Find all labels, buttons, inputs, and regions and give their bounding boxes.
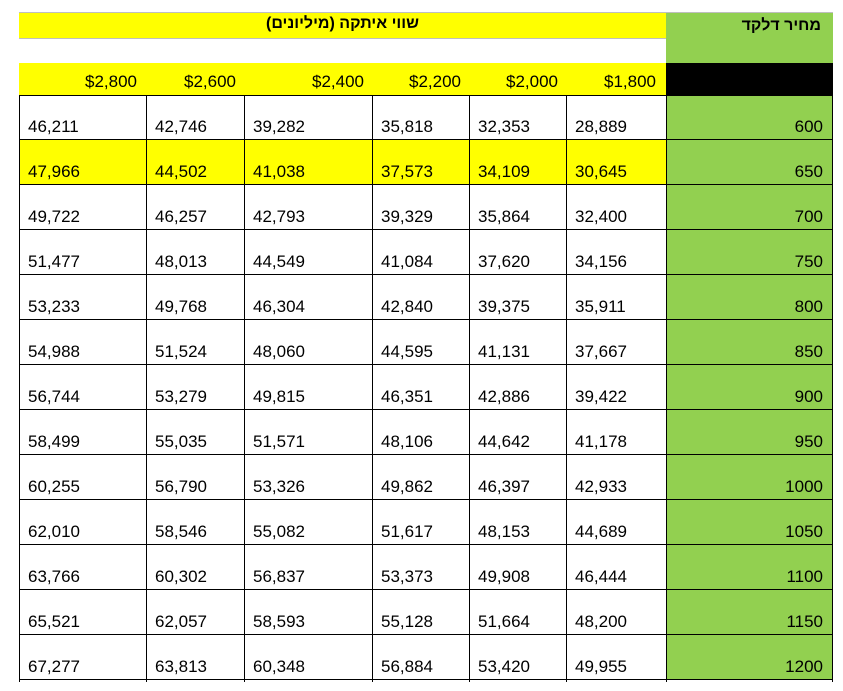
table-cell: 60,255 <box>28 477 80 496</box>
table-cell: 51,571 <box>253 432 305 451</box>
fuel-price-cell: 1050 <box>666 500 833 545</box>
table-cell: 39,422 <box>575 387 627 406</box>
table-cell: 54,988 <box>28 342 80 361</box>
table-cell: 51,524 <box>155 342 207 361</box>
table-cell: 48,200 <box>575 612 627 631</box>
column-header: $2,400 <box>312 72 364 91</box>
table-cell: 42,886 <box>478 387 530 406</box>
grid-line <box>469 95 470 682</box>
table-cell: 53,279 <box>155 387 207 406</box>
grid-line <box>19 139 833 140</box>
table-cell: 63,813 <box>155 657 207 676</box>
table-cell: 41,131 <box>478 342 530 361</box>
table-cell: 46,257 <box>155 207 207 226</box>
grid-line <box>19 38 666 39</box>
fuel-price-cell: 750 <box>666 230 833 275</box>
table-cell: 58,499 <box>28 432 80 451</box>
grid-line <box>832 95 833 682</box>
table-cell: 35,864 <box>478 207 530 226</box>
table-cell: 58,546 <box>155 522 207 541</box>
table-title: שווי איתקה (מיליונים) <box>19 12 666 38</box>
grid-line <box>19 274 833 275</box>
fuel-price-cell: 600 <box>666 95 833 140</box>
table-cell: 37,667 <box>575 342 627 361</box>
grid-line <box>666 95 667 682</box>
table-cell: 62,057 <box>155 612 207 631</box>
table-cell: 44,595 <box>381 342 433 361</box>
column-header: $2,600 <box>184 72 236 91</box>
table-cell: 62,010 <box>28 522 80 541</box>
table-cell: 44,502 <box>155 162 207 181</box>
table-cell: 39,282 <box>253 117 305 136</box>
grid-line <box>19 12 833 13</box>
table-cell: 49,862 <box>381 477 433 496</box>
table-cell: 49,768 <box>155 297 207 316</box>
fuel-price-label: מחיר דלקד <box>666 12 833 63</box>
table-cell: 53,420 <box>478 657 530 676</box>
grid-line <box>19 364 833 365</box>
grid-line <box>19 634 833 635</box>
grid-line <box>19 184 833 185</box>
column-header: $2,800 <box>85 72 137 91</box>
table-cell: 37,573 <box>381 162 433 181</box>
table-cell: 49,908 <box>478 567 530 586</box>
fuel-price-cell: 850 <box>666 320 833 365</box>
table-cell: 32,353 <box>478 117 530 136</box>
fuel-price-cell: 650 <box>666 140 833 185</box>
grid-line <box>19 229 833 230</box>
column-header: $2,000 <box>506 72 558 91</box>
table-cell: 37,620 <box>478 252 530 271</box>
table-cell: 42,746 <box>155 117 207 136</box>
table-cell: 44,642 <box>478 432 530 451</box>
table-cell: 48,013 <box>155 252 207 271</box>
table-cell: 32,400 <box>575 207 627 226</box>
table-cell: 46,211 <box>28 117 79 136</box>
grid-line <box>566 95 567 682</box>
table-cell: 39,329 <box>381 207 433 226</box>
table-cell: 51,617 <box>381 522 433 541</box>
table-cell: 39,375 <box>478 297 530 316</box>
table-cell: 42,840 <box>381 297 433 316</box>
table-cell: 46,304 <box>253 297 305 316</box>
table-cell: 56,744 <box>28 387 80 406</box>
table-cell: 55,128 <box>381 612 433 631</box>
table-cell: 63,766 <box>28 567 80 586</box>
table-cell: 41,178 <box>575 432 627 451</box>
table-cell: 49,955 <box>575 657 627 676</box>
table-cell: 47,966 <box>28 162 80 181</box>
table-cell: 53,233 <box>28 297 80 316</box>
table-cell: 34,109 <box>478 162 530 181</box>
table-cell: 60,302 <box>155 567 207 586</box>
table-cell: 44,549 <box>253 252 305 271</box>
grid-line <box>19 409 833 410</box>
table-cell: 53,373 <box>381 567 433 586</box>
grid-line <box>372 95 373 682</box>
table-cell: 65,521 <box>28 612 80 631</box>
table-cell: 35,911 <box>575 297 626 316</box>
table-cell: 46,397 <box>478 477 530 496</box>
column-header: $1,800 <box>604 72 656 91</box>
fuel-price-cell: 1000 <box>666 455 833 500</box>
table-cell: 51,664 <box>478 612 530 631</box>
grid-line <box>19 499 833 500</box>
grid-line <box>19 589 833 590</box>
header-corner <box>666 63 833 95</box>
grid-line <box>19 319 833 320</box>
table-cell: 48,153 <box>478 522 530 541</box>
table-cell: 48,060 <box>253 342 305 361</box>
highlighted-row-background <box>19 140 666 185</box>
fuel-price-cell: 800 <box>666 275 833 320</box>
table-cell: 34,156 <box>575 252 627 271</box>
table-cell: 28,889 <box>575 117 627 136</box>
table-cell: 48,106 <box>381 432 433 451</box>
table-cell: 30,645 <box>575 162 627 181</box>
fuel-price-cell: 1200 <box>666 635 833 680</box>
table-cell: 49,722 <box>28 207 80 226</box>
table-cell: 49,815 <box>253 387 305 406</box>
grid-line <box>244 95 245 682</box>
grid-line <box>19 679 833 680</box>
fuel-price-cell: 1100 <box>666 545 833 590</box>
fuel-price-cell: 1150 <box>666 590 833 635</box>
table-cell: 55,082 <box>253 522 305 541</box>
grid-line <box>19 454 833 455</box>
grid-line <box>19 95 20 682</box>
table-cell: 46,444 <box>575 567 627 586</box>
column-header: $2,200 <box>409 72 461 91</box>
table-cell: 35,818 <box>381 117 433 136</box>
fuel-price-cell: 900 <box>666 365 833 410</box>
table-cell: 42,793 <box>253 207 305 226</box>
grid-line <box>19 544 833 545</box>
table-cell: 58,593 <box>253 612 305 631</box>
fuel-price-cell: 950 <box>666 410 833 455</box>
table-cell: 56,884 <box>381 657 433 676</box>
fuel-price-cell: 700 <box>666 185 833 230</box>
table-cell: 51,477 <box>28 252 80 271</box>
table-cell: 42,933 <box>575 477 627 496</box>
table-cell: 55,035 <box>155 432 207 451</box>
table-cell: 46,351 <box>381 387 433 406</box>
table-cell: 41,038 <box>253 162 305 181</box>
table-cell: 56,837 <box>253 567 305 586</box>
table-cell: 41,084 <box>381 252 433 271</box>
table-cell: 67,277 <box>28 657 80 676</box>
table-cell: 53,326 <box>253 477 305 496</box>
grid-line <box>19 95 833 96</box>
grid-line <box>146 95 147 682</box>
table-cell: 56,790 <box>155 477 207 496</box>
table-cell: 60,348 <box>253 657 305 676</box>
table-cell: 44,689 <box>575 522 627 541</box>
